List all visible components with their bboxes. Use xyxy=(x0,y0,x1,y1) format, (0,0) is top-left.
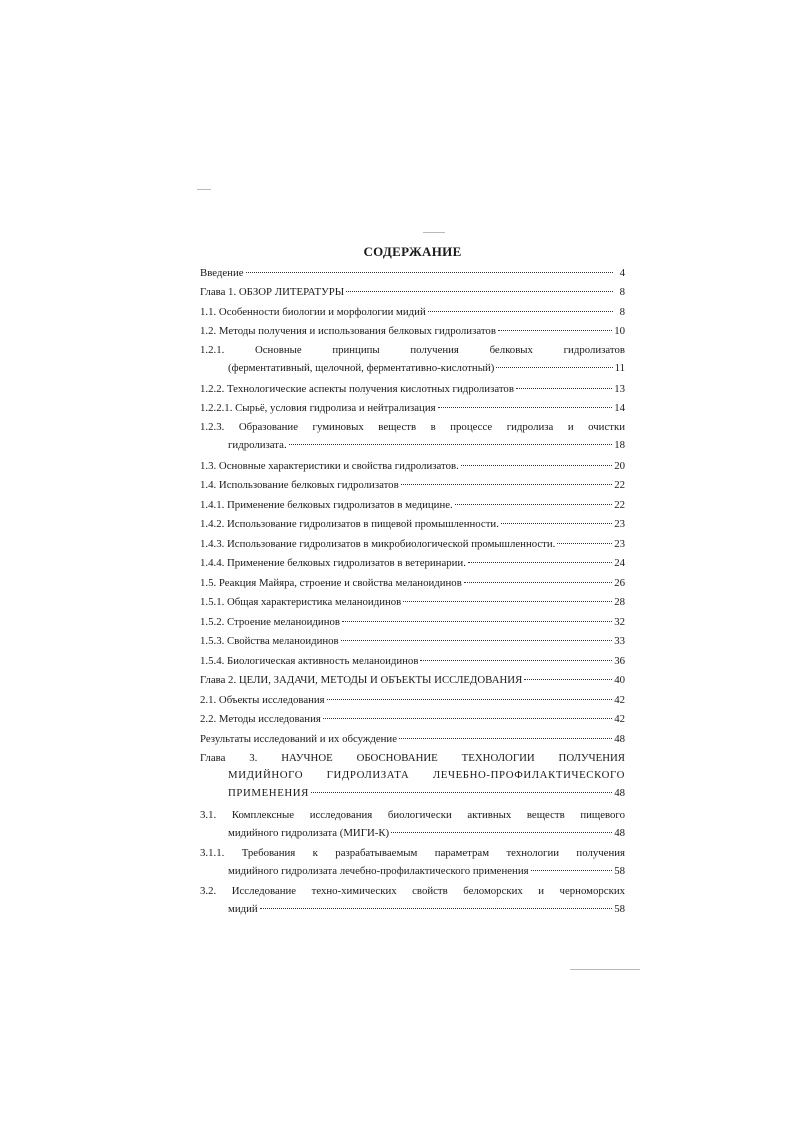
toc-entry-text: 1.2.2.1. Сырьё, условия гидролиза и нейтрализация xyxy=(200,402,436,415)
toc-page-number: 4 xyxy=(619,266,625,279)
toc-entry-text: 1.4.1. Применение белковых гидролизатов в медицине. xyxy=(200,498,453,511)
toc-page-number: 8 xyxy=(619,286,625,299)
dot-leader xyxy=(501,513,612,525)
toc-entry-text: Глава 2. ЦЕЛИ, ЗАДАЧИ, МЕТОДЫ И ОБЪЕКТЫ ИССЛЕДОВАНИЯ xyxy=(200,674,523,687)
toc-page-number: 14 xyxy=(614,402,625,415)
toc-entry-text: 1.5. Реакция Майяра, строение и свойства меланоидинов xyxy=(200,576,462,589)
toc-entry-text: ПРИМЕНЕНИЯ xyxy=(228,787,309,800)
toc-page-number: 24 xyxy=(614,557,625,570)
toc-entry-text: МИДИЙНОГО ГИДРОЛИЗАТА ЛЕЧЕБНО-ПРОФИЛАКТИЧЕСКОГО xyxy=(228,769,625,781)
toc-page-number: 13 xyxy=(614,382,625,395)
dot-leader xyxy=(260,897,613,909)
toc-entry xyxy=(200,845,625,883)
toc-entry-text: 1.2. Методы получения и использования белковых гидролизатов xyxy=(200,325,496,338)
toc-entry-text: Глава 1. ОБЗОР ЛИТЕРАТУРЫ xyxy=(200,286,345,299)
toc-entry xyxy=(200,883,625,921)
toc-entry-text: 3.1. Комплексные исследования биологически активных веществ пищевого xyxy=(200,808,625,821)
dot-leader xyxy=(289,434,613,446)
dot-leader xyxy=(399,727,612,739)
toc-entry-text: мидийного гидролизата лечебно-профилактического применения xyxy=(228,864,529,877)
dot-leader xyxy=(346,281,613,293)
dot-leader xyxy=(341,630,613,642)
toc-entry-text: 1.4. Использование белковых гидролизатов xyxy=(200,479,399,492)
dot-leader xyxy=(496,357,612,369)
toc-page-number: 28 xyxy=(614,596,625,609)
dot-leader xyxy=(468,552,612,564)
toc-entry-text: мидий xyxy=(228,902,258,915)
dot-leader xyxy=(461,454,612,466)
toc-entry xyxy=(200,400,625,420)
toc-entry xyxy=(200,730,625,750)
toc-page-number: 32 xyxy=(614,615,625,628)
dot-leader xyxy=(557,532,612,544)
page-title: СОДЕРЖАНИЕ xyxy=(363,244,462,259)
toc-page-number: 58 xyxy=(614,864,625,877)
toc-page-number: 8 xyxy=(619,305,625,318)
toc-page-number: 10 xyxy=(614,325,625,338)
toc-entry-text: 1.4.4. Применение белковых гидролизатов в ветеринарии. xyxy=(200,557,466,570)
dot-leader xyxy=(391,821,612,833)
toc-page-number: 20 xyxy=(614,459,625,472)
dot-leader xyxy=(524,669,612,681)
dot-leader xyxy=(401,474,613,486)
dot-leader xyxy=(428,300,613,312)
toc-entry-text: 1.5.3. Свойства меланоидинов xyxy=(200,635,339,648)
dot-leader xyxy=(531,859,613,871)
scan-speck xyxy=(423,232,445,233)
dot-leader xyxy=(464,571,612,583)
toc-page-number: 42 xyxy=(614,713,625,726)
dot-leader xyxy=(311,782,612,794)
toc-entry-text: 1.4.2. Использование гидролизатов в пищевой промышленности. xyxy=(200,518,499,531)
dot-leader xyxy=(323,708,612,720)
toc-page-number: 48 xyxy=(614,787,625,800)
toc-entry-text: Глава 3. НАУЧНОЕ ОБОСНОВАНИЕ ТЕХНОЛОГИИ ПОЛУЧЕНИЯ xyxy=(200,751,625,764)
toc-entry-text: гидролизата. xyxy=(228,439,287,452)
toc-entry-text: Результаты исследований и их обсуждение xyxy=(200,732,398,745)
toc-page-number: 23 xyxy=(614,518,625,531)
toc-entry-text: 3.1.1. Требования к разрабатываемым параметрам технологии получения xyxy=(200,846,625,859)
toc-entry-text: 1.5.4. Биологическая активность меланоидинов xyxy=(200,654,419,667)
toc-entry-text: 1.1. Особенности биологии и морфологии мидий xyxy=(200,305,426,318)
toc-entry xyxy=(200,342,625,380)
toc-entry xyxy=(200,323,625,343)
toc-page-number: 22 xyxy=(614,479,625,492)
toc-entry-text: 1.5.1. Общая характеристика меланоидинов xyxy=(200,596,402,609)
toc-page-number: 33 xyxy=(614,635,625,648)
dot-leader xyxy=(516,377,612,389)
toc-entry-text: 1.3. Основные характеристики и свойства гидролизатов. xyxy=(200,459,459,472)
toc-entry xyxy=(200,807,625,845)
toc-entry-text: 1.4.3. Использование гидролизатов в микробиологической промышленности. xyxy=(200,537,556,550)
toc-page-number: 48 xyxy=(614,732,625,745)
scan-speck xyxy=(570,969,640,970)
toc-entry-text: Введение xyxy=(200,266,244,279)
toc-page-number: 42 xyxy=(614,693,625,706)
toc-page-number: 23 xyxy=(614,537,625,550)
dot-leader xyxy=(438,397,613,409)
toc-entry-text: 2.2. Методы исследования xyxy=(200,713,321,726)
toc-page-number: 22 xyxy=(614,498,625,511)
toc-entry-text: 1.2.2. Технологические аспекты получения кислотных гидролизатов xyxy=(200,382,514,395)
dot-leader xyxy=(498,320,612,332)
toc-entry xyxy=(200,419,625,457)
toc-page-number: 58 xyxy=(614,902,625,915)
table-of-contents xyxy=(200,264,625,921)
toc-page-number: 26 xyxy=(614,576,625,589)
dot-leader xyxy=(246,261,613,273)
toc-entry xyxy=(200,750,625,807)
toc-page-number: 36 xyxy=(614,654,625,667)
toc-entry-text: 1.5.2. Строение меланоидинов xyxy=(200,615,340,628)
dot-leader xyxy=(403,591,612,603)
toc-page-number: 18 xyxy=(614,439,625,452)
toc-entry-text: 3.2. Исследование техно-химических свойств беломорских и черноморских xyxy=(200,884,625,897)
dot-leader xyxy=(327,688,613,700)
dot-leader xyxy=(420,649,612,661)
toc-entry-text: мидийного гидролизата (МИГИ-К) xyxy=(228,826,390,839)
toc-page-number: 11 xyxy=(614,362,625,375)
dot-leader xyxy=(342,610,612,622)
toc-entry-text: 1.2.1. Основные принципы получения белковых гидролизатов xyxy=(200,344,625,356)
toc-entry-text: 1.2.3. Образование гуминовых веществ в процессе гидролиза и очистки xyxy=(200,421,625,433)
toc-page-number: 40 xyxy=(614,674,625,687)
toc-entry-text: (ферментативный, щелочной, ферментативно-кислотный) xyxy=(228,362,495,375)
toc-page-number: 48 xyxy=(614,826,625,839)
toc-entry-text: 2.1. Объекты исследования xyxy=(200,693,325,706)
dot-leader xyxy=(455,493,612,505)
scan-speck xyxy=(197,189,211,190)
